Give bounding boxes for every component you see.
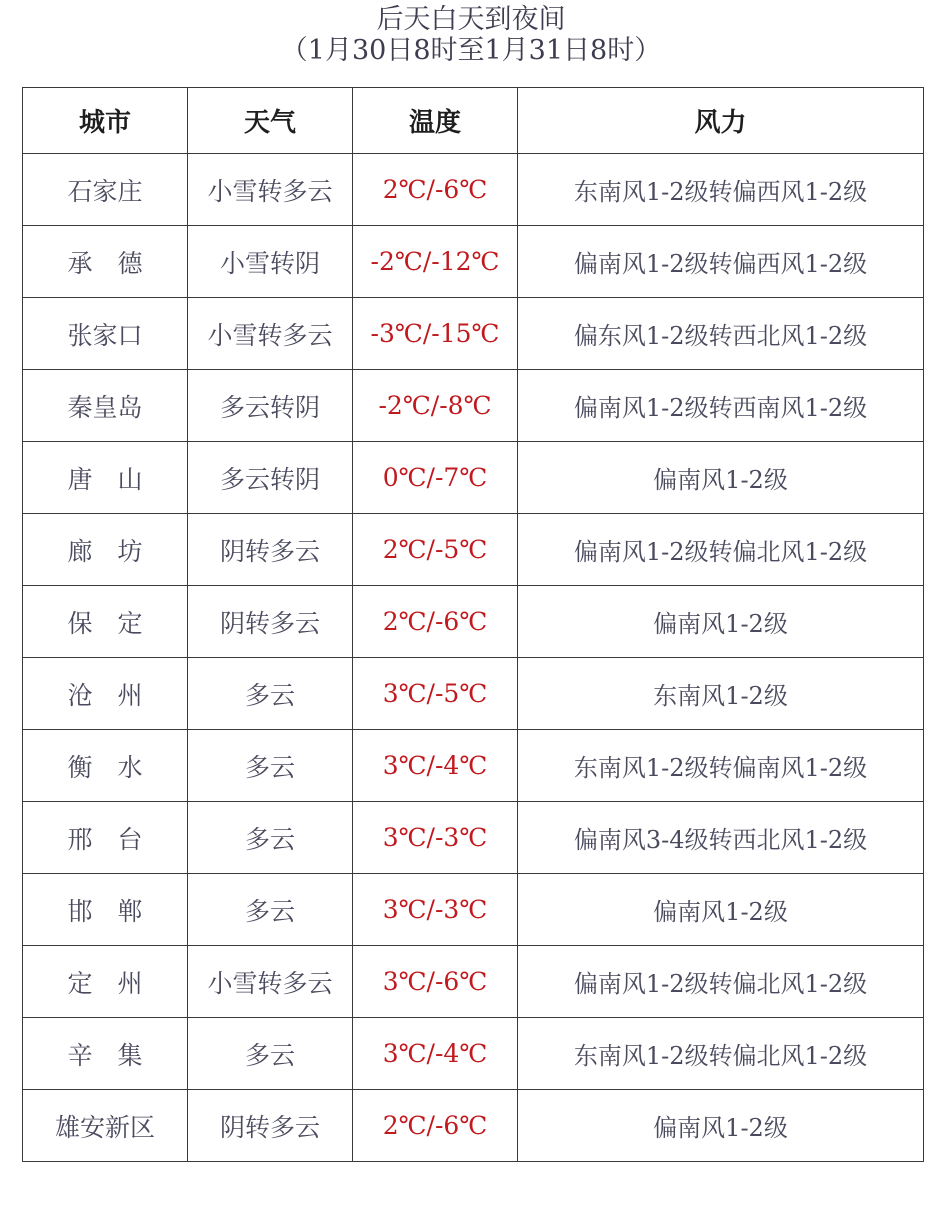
temperature-cell: 2℃/-5℃ xyxy=(353,514,518,586)
weather-cell: 阴转多云 xyxy=(188,514,353,586)
wind-cell: 偏南风1-2级转偏西风1-2级 xyxy=(518,226,924,298)
title-line-1: 后天白天到夜间 xyxy=(376,4,566,35)
temperature-cell: 2℃/-6℃ xyxy=(353,154,518,226)
weather-cell: 小雪转多云 xyxy=(188,298,353,370)
weather-cell: 多云 xyxy=(188,658,353,730)
city-cell: 定 州 xyxy=(23,946,188,1018)
city-cell: 保 定 xyxy=(23,586,188,658)
weather-cell: 多云 xyxy=(188,874,353,946)
header-city: 城市 xyxy=(23,88,188,154)
temperature-cell: 2℃/-6℃ xyxy=(353,586,518,658)
weather-cell: 小雪转多云 xyxy=(188,946,353,1018)
table-row xyxy=(23,154,924,226)
city-cell: 秦皇岛 xyxy=(23,370,188,442)
table-header-row xyxy=(23,88,924,154)
temperature-cell: 3℃/-4℃ xyxy=(353,1018,518,1090)
wind-cell: 偏南风1-2级 xyxy=(518,874,924,946)
table-body xyxy=(23,154,924,1162)
city-cell: 衡 水 xyxy=(23,730,188,802)
temperature-cell: -2℃/-12℃ xyxy=(353,226,518,298)
wind-cell: 偏南风1-2级转偏北风1-2级 xyxy=(518,514,924,586)
wind-cell: 东南风1-2级转偏北风1-2级 xyxy=(518,1018,924,1090)
city-cell: 邯 郸 xyxy=(23,874,188,946)
city-cell: 唐 山 xyxy=(23,442,188,514)
wind-cell: 偏南风1-2级转偏北风1-2级 xyxy=(518,946,924,1018)
header-weather: 天气 xyxy=(188,88,353,154)
table-row xyxy=(23,370,924,442)
city-cell: 沧 州 xyxy=(23,658,188,730)
weather-cell: 多云转阴 xyxy=(188,370,353,442)
table-row xyxy=(23,226,924,298)
city-cell: 辛 集 xyxy=(23,1018,188,1090)
weather-cell: 多云转阴 xyxy=(188,442,353,514)
weather-cell: 小雪转多云 xyxy=(188,154,353,226)
forecast-table xyxy=(22,87,924,1162)
table-row xyxy=(23,874,924,946)
table-row xyxy=(23,802,924,874)
temperature-cell: 3℃/-5℃ xyxy=(353,658,518,730)
weather-cell: 阴转多云 xyxy=(188,1090,353,1162)
city-cell: 邢 台 xyxy=(23,802,188,874)
wind-cell: 偏南风1-2级 xyxy=(518,1090,924,1162)
city-cell: 石家庄 xyxy=(23,154,188,226)
table-row xyxy=(23,442,924,514)
wind-cell: 东南风1-2级 xyxy=(518,658,924,730)
temperature-cell: 3℃/-3℃ xyxy=(353,874,518,946)
weather-cell: 小雪转阴 xyxy=(188,226,353,298)
table-row xyxy=(23,1018,924,1090)
table-row xyxy=(23,1090,924,1162)
table-row xyxy=(23,946,924,1018)
title-line-2: （1月30日8时至1月31日8时） xyxy=(280,35,662,66)
city-cell: 雄安新区 xyxy=(23,1090,188,1162)
weather-cell: 多云 xyxy=(188,730,353,802)
wind-cell: 偏南风1-2级 xyxy=(518,586,924,658)
temperature-cell: 2℃/-6℃ xyxy=(353,1090,518,1162)
header-wind: 风力 xyxy=(518,88,924,154)
table-row xyxy=(23,658,924,730)
wind-cell: 偏南风1-2级转西南风1-2级 xyxy=(518,370,924,442)
wind-cell: 偏南风1-2级 xyxy=(518,442,924,514)
wind-cell: 偏南风3-4级转西北风1-2级 xyxy=(518,802,924,874)
header-temperature: 温度 xyxy=(353,88,518,154)
weather-cell: 多云 xyxy=(188,802,353,874)
wind-cell: 东南风1-2级转偏南风1-2级 xyxy=(518,730,924,802)
temperature-cell: 3℃/-4℃ xyxy=(353,730,518,802)
city-cell: 承 德 xyxy=(23,226,188,298)
weather-cell: 阴转多云 xyxy=(188,586,353,658)
table-row xyxy=(23,730,924,802)
forecast-title xyxy=(0,4,942,66)
weather-cell: 多云 xyxy=(188,1018,353,1090)
temperature-cell: -2℃/-8℃ xyxy=(353,370,518,442)
table-row xyxy=(23,298,924,370)
temperature-cell: 3℃/-3℃ xyxy=(353,802,518,874)
wind-cell: 东南风1-2级转偏西风1-2级 xyxy=(518,154,924,226)
temperature-cell: 0℃/-7℃ xyxy=(353,442,518,514)
wind-cell: 偏东风1-2级转西北风1-2级 xyxy=(518,298,924,370)
city-cell: 张家口 xyxy=(23,298,188,370)
temperature-cell: -3℃/-15℃ xyxy=(353,298,518,370)
temperature-cell: 3℃/-6℃ xyxy=(353,946,518,1018)
table-row xyxy=(23,586,924,658)
city-cell: 廊 坊 xyxy=(23,514,188,586)
table-row xyxy=(23,514,924,586)
